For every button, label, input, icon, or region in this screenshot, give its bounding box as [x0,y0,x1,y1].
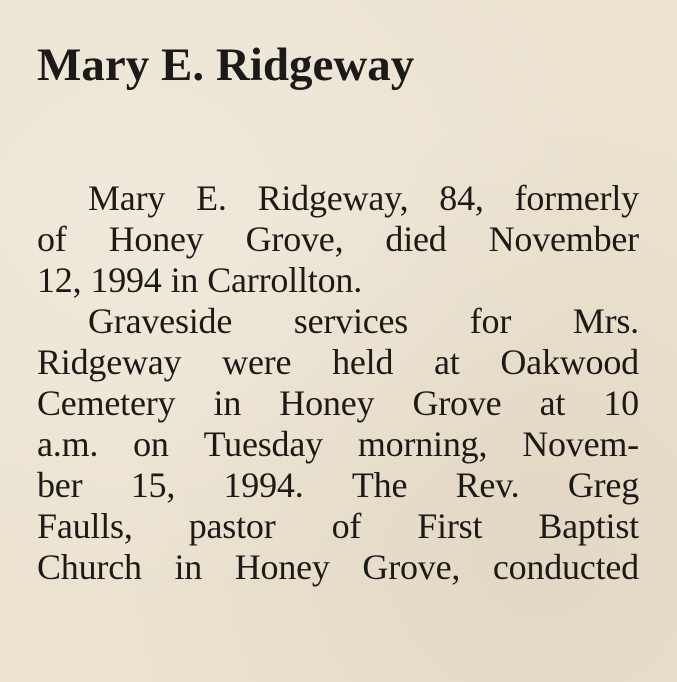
obituary-word: Baptist [538,506,639,546]
obituary-word: died [385,219,447,259]
obituary-word: were [222,342,292,382]
obituary-line [37,383,639,424]
obituary-word: Grove [412,383,502,423]
obituary-word: Rev. [455,465,520,505]
obituary-word: Honey [279,383,375,423]
obituary-word: Honey [108,219,204,259]
obituary-word: Ridgeway, [257,178,409,218]
obituary-line [37,178,639,219]
obituary-word: in [170,260,199,300]
obituary-word: 12, [37,260,82,300]
obituary-word: in [174,547,203,587]
obituary-word: November [488,219,639,259]
obituary-word: in [213,383,242,423]
obituary-word: pastor [188,506,276,546]
obituary-word: Honey [234,547,330,587]
obituary-body [37,178,639,588]
obituary-word: Grove, [245,219,344,259]
obituary-word: ber [37,465,83,505]
obituary-word: The [351,465,408,505]
obituary-word: of [37,219,67,259]
obituary-word: E. [196,178,227,218]
obituary-line [37,424,639,465]
obituary-line [37,342,639,383]
obituary-word: services [293,301,409,341]
obituary-line [37,301,639,342]
obituary-word: Mrs. [572,301,639,341]
obituary-word: First [417,506,483,546]
obituary-headline: Mary E. Ridgeway [37,39,415,91]
obituary-word: formerly [514,178,639,218]
obituary-line [37,465,639,506]
obituary-word: Faulls, [37,506,133,546]
obituary-word: for [469,301,512,341]
obituary-word: Tuesday [203,424,323,464]
obituary-line [37,547,639,588]
obituary-word: Cemetery [37,383,176,423]
obituary-word: a.m. [37,424,99,464]
obituary-word: Greg [567,465,639,505]
obituary-word: Graveside [88,301,233,341]
obituary-word: 10 [603,383,639,423]
obituary-word: 1994 [90,260,162,300]
obituary-word: Grove, [362,547,461,587]
obituary-line [37,219,639,260]
obituary-line [37,506,639,547]
obituary-word: 84, [439,178,484,218]
obituary-word: 1994. [223,465,304,505]
obituary-word: Oakwood [500,342,639,382]
obituary-word: on [133,424,169,464]
obituary-word: held [332,342,394,382]
obituary-word: Carrollton. [207,260,362,300]
obituary-word: morning, [357,424,488,464]
obituary-word: Ridgeway [37,342,182,382]
obituary-word: 15, [130,465,176,505]
obituary-word: of [331,506,362,546]
obituary-word: Novem- [522,424,639,464]
obituary-word: at [539,383,566,423]
obituary-word: Church [37,547,142,587]
obituary-line [37,260,639,301]
obituary-word: conducted [492,547,639,587]
obituary-word: Mary [88,178,166,218]
obituary-word: at [434,342,460,382]
